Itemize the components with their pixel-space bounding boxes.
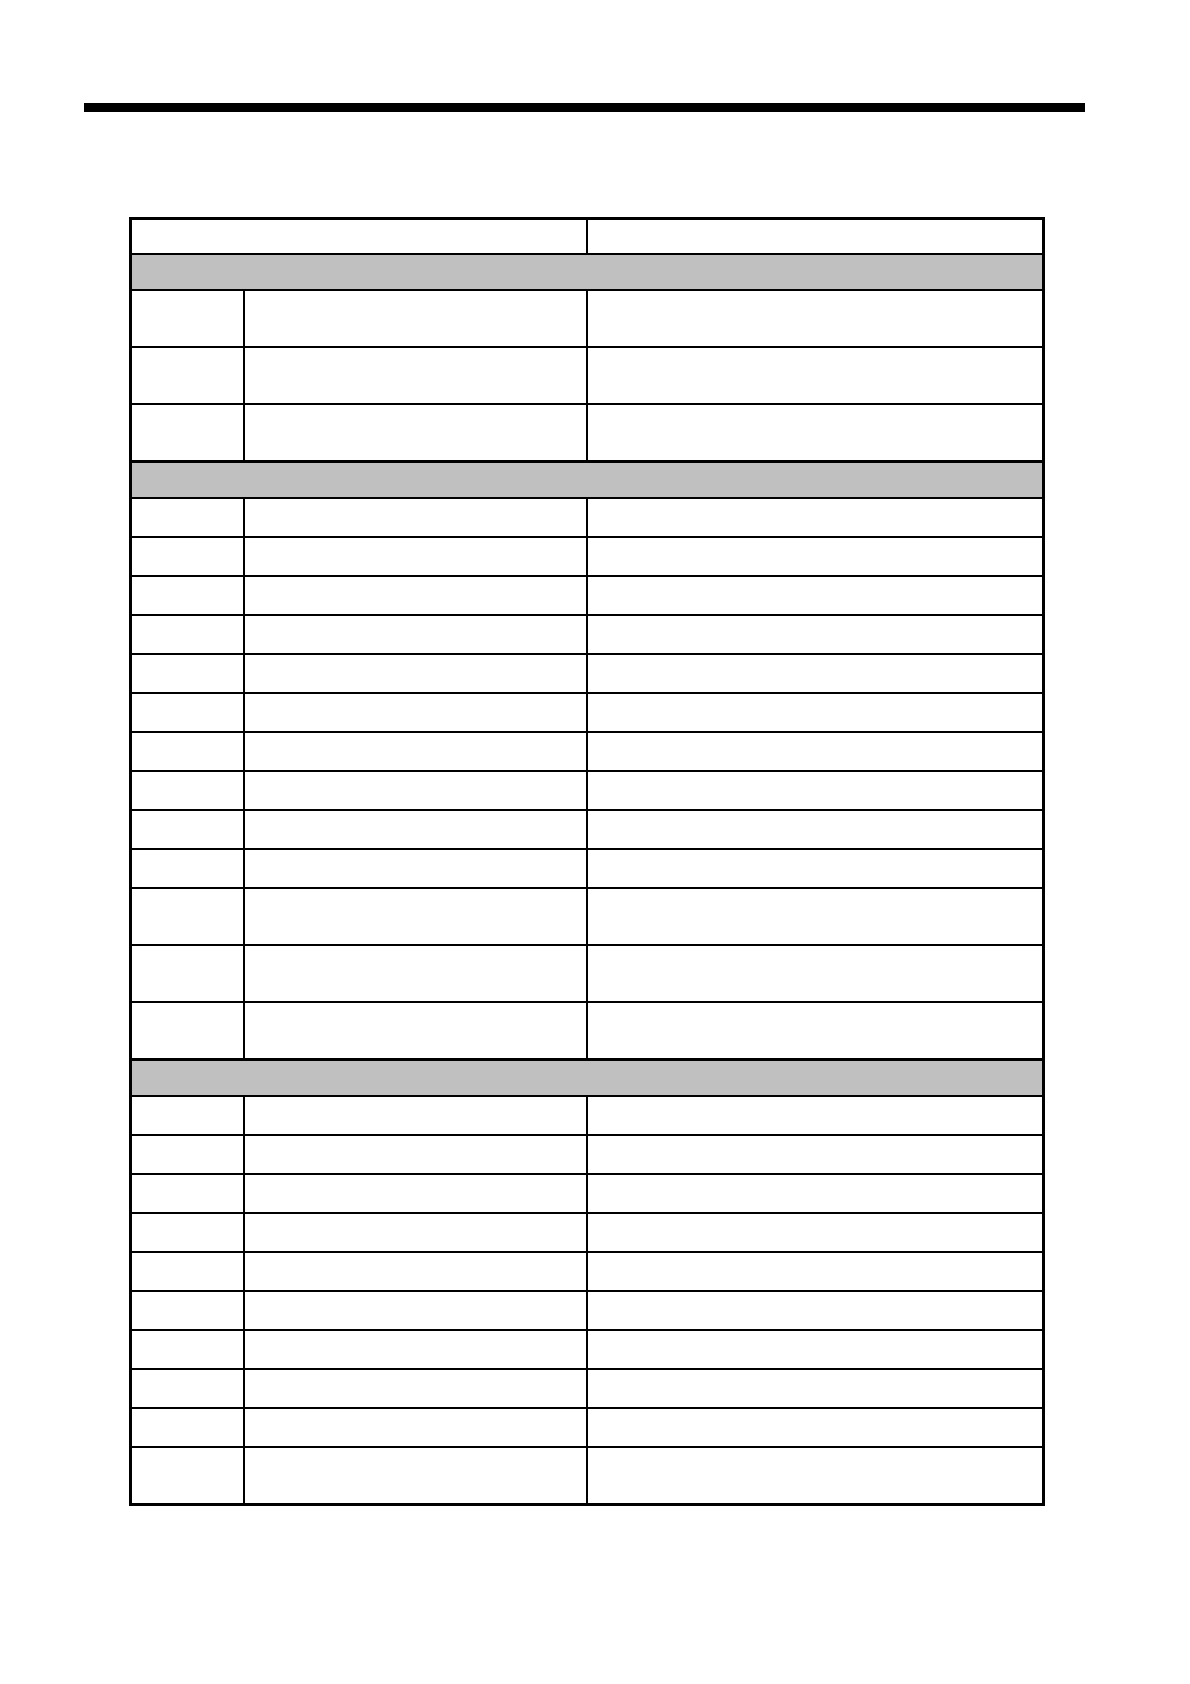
table-cell-col3 xyxy=(587,615,1044,654)
table-cell-col2 xyxy=(244,537,587,576)
table-cell-col2 xyxy=(244,1174,587,1213)
table-cell-col3 xyxy=(587,1447,1044,1505)
section-heading-row xyxy=(131,462,1044,499)
table-cell-col3 xyxy=(587,1002,1044,1060)
table-cell-col1 xyxy=(131,1174,244,1213)
table-cell-col1 xyxy=(131,810,244,849)
table-cell-col2 xyxy=(244,771,587,810)
table-cell-col3 xyxy=(587,1330,1044,1369)
table-cell-col3 xyxy=(587,945,1044,1002)
table-cell-col2 xyxy=(244,290,587,347)
table-header-row xyxy=(131,219,1044,255)
table-cell-col2 xyxy=(244,810,587,849)
table-row xyxy=(131,654,1044,693)
header-cell-left xyxy=(131,219,587,255)
top-rule xyxy=(84,103,1085,112)
table-cell-col2 xyxy=(244,498,587,537)
table-cell-col3 xyxy=(587,771,1044,810)
table-row xyxy=(131,1174,1044,1213)
table-cell-col3 xyxy=(587,498,1044,537)
table-cell-col1 xyxy=(131,1408,244,1447)
table-cell-col1 xyxy=(131,1330,244,1369)
form-table-container xyxy=(129,217,1042,1506)
table-row xyxy=(131,1291,1044,1330)
table-row xyxy=(131,1369,1044,1408)
table-cell-col1 xyxy=(131,1002,244,1060)
table-cell-col2 xyxy=(244,654,587,693)
table-cell-col2 xyxy=(244,732,587,771)
table-cell-col3 xyxy=(587,290,1044,347)
table-row xyxy=(131,347,1044,404)
table-cell-col1 xyxy=(131,1213,244,1252)
table-cell-col1 xyxy=(131,771,244,810)
table-row xyxy=(131,888,1044,945)
table-row xyxy=(131,771,1044,810)
table-cell-col3 xyxy=(587,404,1044,462)
table-cell-col2 xyxy=(244,945,587,1002)
table-row xyxy=(131,1330,1044,1369)
table-cell-col1 xyxy=(131,290,244,347)
table-cell-col1 xyxy=(131,347,244,404)
section-heading xyxy=(131,1060,1044,1097)
table-body xyxy=(131,254,1044,1505)
form-table xyxy=(129,217,1045,1506)
table-row xyxy=(131,1252,1044,1291)
table-row xyxy=(131,576,1044,615)
table-row xyxy=(131,1213,1044,1252)
table-row xyxy=(131,1135,1044,1174)
table-row xyxy=(131,732,1044,771)
table-row xyxy=(131,693,1044,732)
table-cell-col3 xyxy=(587,654,1044,693)
table-row xyxy=(131,404,1044,462)
table-row xyxy=(131,498,1044,537)
table-cell-col3 xyxy=(587,1369,1044,1408)
table-cell-col1 xyxy=(131,1096,244,1135)
table-cell-col3 xyxy=(587,1096,1044,1135)
section-heading-row xyxy=(131,254,1044,290)
table-row xyxy=(131,1002,1044,1060)
table-cell-col2 xyxy=(244,1291,587,1330)
table-cell-col1 xyxy=(131,945,244,1002)
table-cell-col2 xyxy=(244,1135,587,1174)
table-cell-col1 xyxy=(131,888,244,945)
table-cell-col1 xyxy=(131,1447,244,1505)
table-cell-col2 xyxy=(244,615,587,654)
table-cell-col3 xyxy=(587,347,1044,404)
table-cell-col1 xyxy=(131,654,244,693)
table-row xyxy=(131,1447,1044,1505)
table-cell-col3 xyxy=(587,576,1044,615)
table-row xyxy=(131,1096,1044,1135)
table-cell-col3 xyxy=(587,810,1044,849)
table-cell-col3 xyxy=(587,732,1044,771)
table-cell-col1 xyxy=(131,576,244,615)
table-cell-col1 xyxy=(131,615,244,654)
table-cell-col3 xyxy=(587,1174,1044,1213)
table-cell-col3 xyxy=(587,888,1044,945)
table-cell-col3 xyxy=(587,537,1044,576)
table-row xyxy=(131,537,1044,576)
table-cell-col2 xyxy=(244,404,587,462)
section-heading-row xyxy=(131,1060,1044,1097)
table-cell-col2 xyxy=(244,1002,587,1060)
table-cell-col1 xyxy=(131,1369,244,1408)
table-cell-col2 xyxy=(244,576,587,615)
section-heading xyxy=(131,462,1044,499)
table-cell-col3 xyxy=(587,1135,1044,1174)
table-cell-col2 xyxy=(244,1447,587,1505)
table-cell-col2 xyxy=(244,1330,587,1369)
table-cell-col1 xyxy=(131,1135,244,1174)
table-cell-col1 xyxy=(131,1291,244,1330)
table-cell-col2 xyxy=(244,888,587,945)
header-cell-right xyxy=(587,219,1044,255)
table-cell-col3 xyxy=(587,693,1044,732)
table-cell-col1 xyxy=(131,404,244,462)
table-cell-col2 xyxy=(244,1096,587,1135)
table-cell-col2 xyxy=(244,849,587,888)
table-cell-col3 xyxy=(587,1291,1044,1330)
table-cell-col1 xyxy=(131,732,244,771)
table-cell-col3 xyxy=(587,1213,1044,1252)
table-cell-col1 xyxy=(131,498,244,537)
table-cell-col3 xyxy=(587,1408,1044,1447)
table-cell-col2 xyxy=(244,1408,587,1447)
table-cell-col2 xyxy=(244,1369,587,1408)
table-cell-col2 xyxy=(244,1252,587,1291)
table-cell-col1 xyxy=(131,1252,244,1291)
table-cell-col2 xyxy=(244,693,587,732)
table-row xyxy=(131,945,1044,1002)
table-cell-col1 xyxy=(131,693,244,732)
table-row xyxy=(131,290,1044,347)
table-row xyxy=(131,810,1044,849)
table-cell-col1 xyxy=(131,849,244,888)
table-cell-col3 xyxy=(587,849,1044,888)
table-row xyxy=(131,1408,1044,1447)
table-row xyxy=(131,615,1044,654)
table-cell-col2 xyxy=(244,347,587,404)
table-cell-col2 xyxy=(244,1213,587,1252)
section-heading xyxy=(131,254,1044,290)
table-row xyxy=(131,849,1044,888)
table-cell-col1 xyxy=(131,537,244,576)
table-cell-col3 xyxy=(587,1252,1044,1291)
